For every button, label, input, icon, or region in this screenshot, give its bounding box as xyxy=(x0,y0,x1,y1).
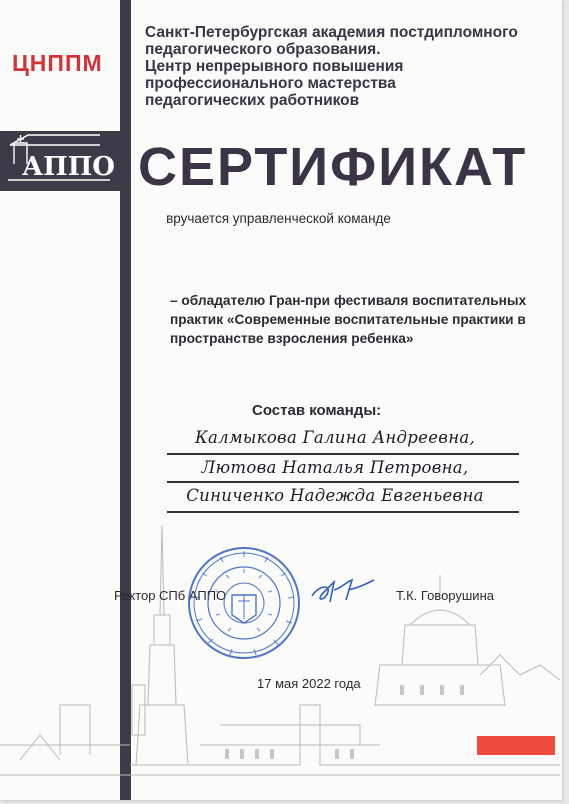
appo-logo-text: АППО xyxy=(22,152,115,182)
member-underline xyxy=(167,453,519,455)
signatory-name: Т.К. Говорушина xyxy=(396,588,494,603)
signature-mark xyxy=(308,572,378,612)
issuer-header xyxy=(145,24,555,109)
appo-building-icon xyxy=(0,131,120,191)
red-accent-bar xyxy=(477,736,555,755)
team-member: Синиченко Надежда Евгеньевна xyxy=(186,486,484,505)
appo-logo xyxy=(0,131,120,191)
issue-date: 17 мая 2022 года xyxy=(257,676,361,691)
official-stamp xyxy=(186,545,302,661)
team-member: Лютова Наталья Петровна, xyxy=(201,458,469,477)
member-underline xyxy=(167,481,519,483)
team-heading: Состав команды: xyxy=(252,402,382,419)
header-line: педагогического образования. xyxy=(145,41,381,58)
team-member: Калмыкова Галина Андреевна, xyxy=(194,428,476,447)
award-description xyxy=(170,291,530,348)
header-line: Центр непрерывного повышения xyxy=(145,58,404,75)
header-line: Санкт-Петербургская академия постдипломного xyxy=(145,24,518,41)
header-line: педагогических работников xyxy=(145,92,360,109)
certificate-title: СЕРТИФИКАТ xyxy=(138,137,528,197)
description-line: пространстве взросления ребенка» xyxy=(170,331,414,346)
awarded-to-text xyxy=(0,211,562,226)
description-line: – обладателю Гран-при фестиваля воспитательных xyxy=(170,293,527,308)
description-line: практик «Современные воспитательные практики в xyxy=(170,312,526,327)
cnppm-logo: ЦНППМ xyxy=(12,50,103,76)
awarded-to-label: вручается управленческой команде xyxy=(166,211,391,226)
signatory-title: Ректор СПб АППО xyxy=(114,588,227,603)
header-line: профессионального мастерства xyxy=(145,75,396,92)
